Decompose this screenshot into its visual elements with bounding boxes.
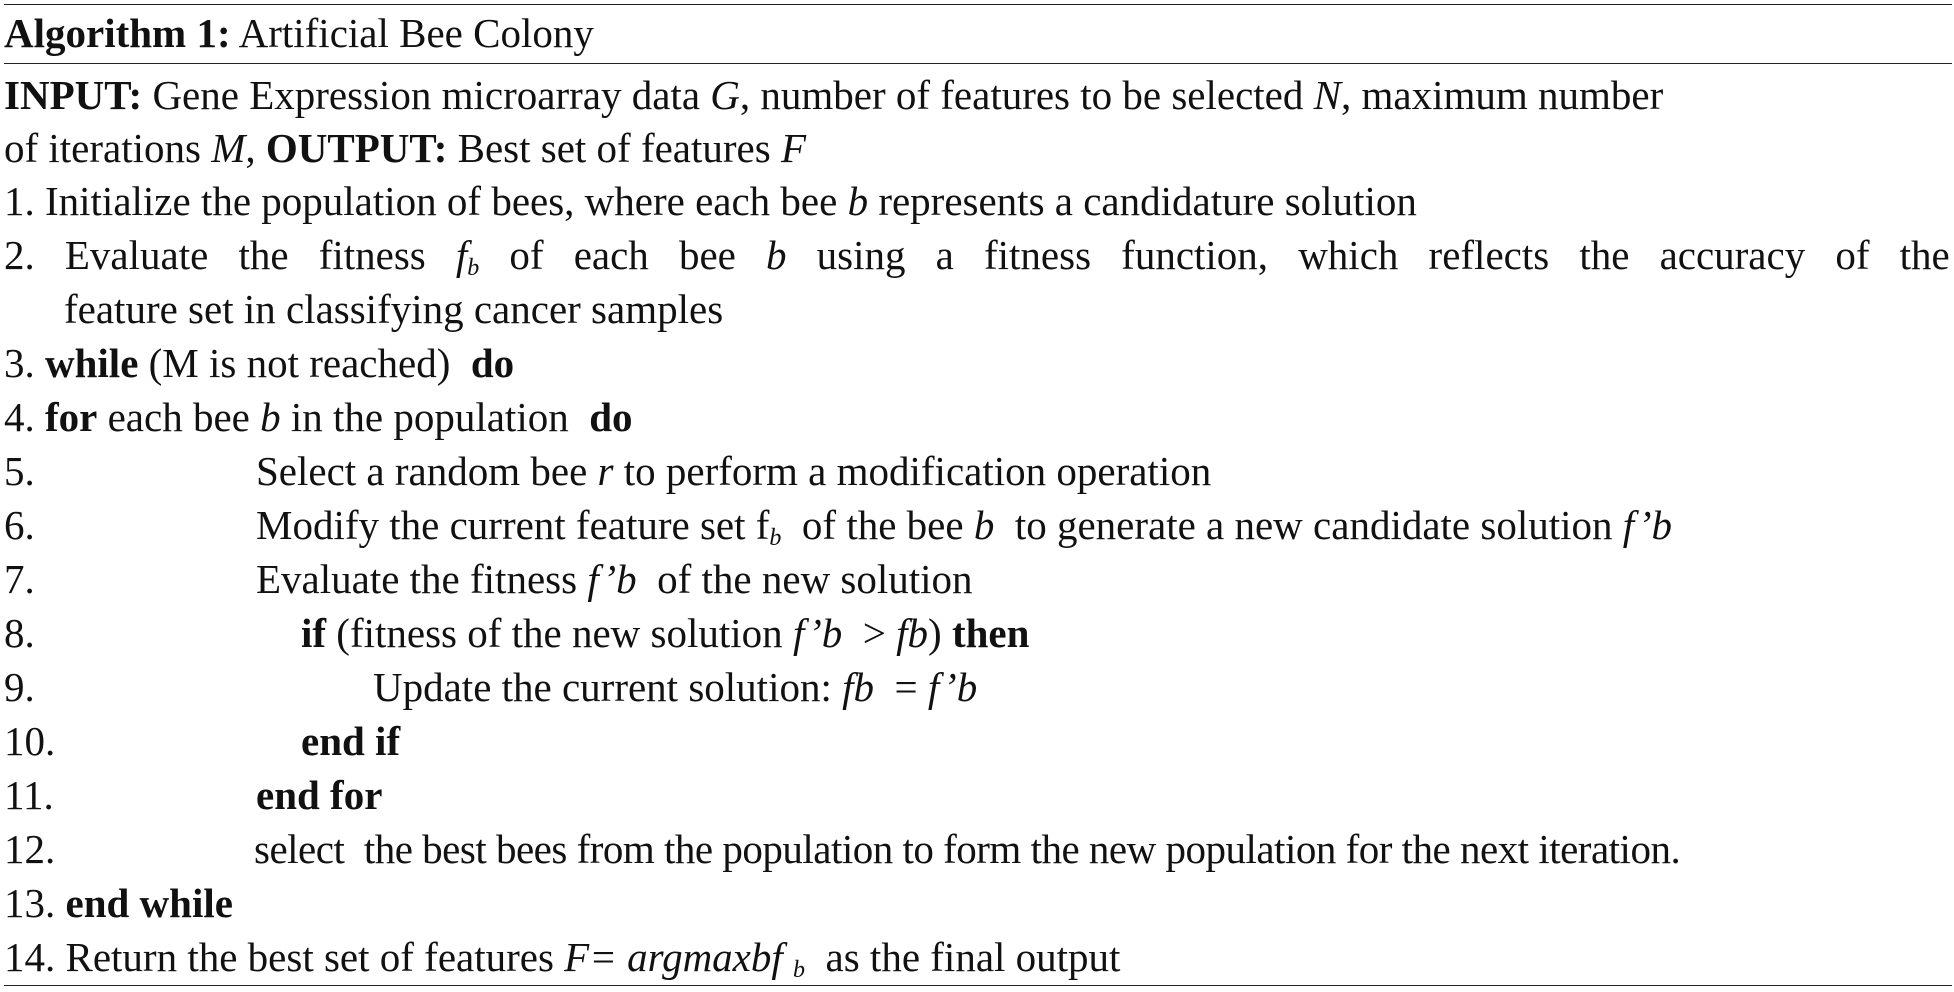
- var-b: b: [847, 178, 869, 224]
- keyword-then: then: [951, 610, 1030, 656]
- output-text: Best set of features: [457, 125, 771, 171]
- step-word: Evaluate: [64, 232, 209, 278]
- step-text: of the bee: [801, 502, 964, 548]
- argmax-expression: argmaxbf: [627, 934, 783, 980]
- step-text: Select a random bee: [256, 448, 588, 494]
- var-fprime-b: f’b: [1622, 502, 1673, 548]
- input-text: Gene Expression microarray data: [152, 72, 701, 118]
- step-number: 6.: [4, 502, 35, 548]
- keyword-if: if: [301, 610, 327, 656]
- step-word: reflects: [1428, 232, 1550, 278]
- subscript-b: b: [793, 957, 806, 983]
- step-number: 7.: [4, 556, 35, 602]
- input-text-end: , maximum number: [1341, 72, 1664, 118]
- step-2: [4, 228, 1950, 282]
- paren: ): [928, 610, 942, 656]
- title-rule: [4, 63, 1952, 64]
- step-word: function,: [1121, 232, 1269, 278]
- step-text: select: [254, 826, 345, 872]
- step-text: represents a candidature solution: [878, 178, 1417, 224]
- step-text: as the final output: [825, 934, 1121, 980]
- step-text: the best bees from the population to form the new population for the next iteration.: [363, 826, 1681, 872]
- step-word: the: [238, 232, 289, 278]
- var-b: b: [766, 232, 787, 278]
- comma: ,: [245, 125, 256, 171]
- step-number: 4.: [4, 394, 35, 440]
- step-word: of: [1835, 232, 1870, 278]
- keyword-end-for: end for: [256, 772, 383, 818]
- keyword-do: do: [470, 340, 515, 386]
- step-text: Evaluate the fitness: [256, 556, 578, 602]
- keyword-do: do: [589, 394, 633, 440]
- subscript-b: b: [769, 525, 782, 551]
- step-number: 5.: [4, 448, 35, 494]
- step-number: 3.: [4, 340, 35, 386]
- var-n: N: [1313, 72, 1341, 118]
- step-8: [4, 606, 1952, 660]
- var-fb: fb: [842, 664, 875, 710]
- step-number: 8.: [4, 610, 35, 656]
- step-number: 2.: [4, 232, 35, 278]
- step-12: [4, 822, 1952, 876]
- step-3: [4, 336, 514, 390]
- input-text-cont: of iterations: [4, 125, 201, 171]
- step-5: [4, 444, 1952, 498]
- step-number: 10.: [4, 718, 56, 764]
- keyword-while: while: [45, 340, 139, 386]
- step-number: 9.: [4, 664, 35, 710]
- algorithm-title: [4, 5, 594, 61]
- step-text: (M is not reached): [148, 340, 451, 386]
- step-text: Initialize the population of bees, where each bee: [45, 178, 838, 224]
- algorithm-label: Algorithm 1:: [4, 10, 231, 56]
- step-number: 13.: [4, 880, 56, 926]
- var-f-eq: F=: [564, 934, 617, 980]
- step-text: Update the current solution:: [373, 664, 832, 710]
- fitness-symbol: [456, 228, 479, 282]
- keyword-end-while: end while: [65, 880, 233, 926]
- var-fprime-b: f’b: [792, 610, 843, 656]
- step-number: 11.: [4, 772, 54, 818]
- step-10: [4, 714, 1952, 768]
- input-line-2: [4, 121, 806, 175]
- step-word: a: [935, 232, 954, 278]
- var-fb: fb: [896, 610, 929, 656]
- step-text: of the new solution: [657, 556, 973, 602]
- step-text: each bee: [107, 394, 250, 440]
- step-9: [4, 660, 1952, 714]
- step-word: the: [1579, 232, 1630, 278]
- step-word: bee: [678, 232, 736, 278]
- var-r: r: [597, 448, 614, 494]
- step-text: (fitness of the new solution: [336, 610, 783, 656]
- step-text: feature set in classifying cancer samples: [64, 286, 724, 332]
- operator-gt: >: [862, 610, 886, 656]
- step-word: accuracy: [1659, 232, 1806, 278]
- step-word: of: [509, 232, 544, 278]
- input-text-mid: , number of features to be selected: [739, 72, 1304, 118]
- step-7: [4, 552, 1952, 606]
- step-number: 1.: [4, 178, 35, 224]
- operator-eq: =: [894, 664, 918, 710]
- step-6: [4, 498, 1952, 552]
- step-word: each: [573, 232, 649, 278]
- var-fprime-b: f’b: [927, 664, 978, 710]
- step-word: the: [1899, 232, 1950, 278]
- step-number: 14.: [4, 934, 56, 980]
- step-11: [4, 768, 1952, 822]
- var-b: b: [973, 502, 995, 548]
- step-number: 12.: [4, 826, 56, 872]
- step-13: [4, 876, 233, 930]
- algorithm-box: [4, 0, 1952, 992]
- var-g: G: [710, 72, 740, 118]
- var-b: b: [260, 394, 281, 440]
- step-text: in the population: [290, 394, 569, 440]
- var-m: M: [211, 125, 246, 171]
- keyword-end-if: end if: [301, 718, 401, 764]
- input-line-1: [4, 68, 1952, 122]
- step-word: fitness: [983, 232, 1092, 278]
- keyword-for: for: [45, 394, 98, 440]
- bottom-rule: [4, 985, 1952, 986]
- step-4: [4, 390, 633, 444]
- step-word: fitness: [318, 232, 426, 278]
- step-word: which: [1298, 232, 1399, 278]
- input-label: INPUT:: [4, 72, 143, 118]
- var-fprime-b: f’b: [587, 556, 637, 602]
- step-14: [4, 930, 1120, 984]
- step-word: using: [816, 232, 906, 278]
- var-f: F: [780, 125, 806, 171]
- step-text: to generate a new candidate solution: [1014, 502, 1613, 548]
- var-f: f: [455, 232, 468, 278]
- step-text: Modify the current feature set f: [256, 502, 770, 548]
- step-text: Return the best set of features: [65, 934, 554, 980]
- algorithm-name: Artificial Bee Colony: [238, 10, 594, 56]
- subscript-b: b: [467, 255, 480, 281]
- step-2-continuation: [64, 282, 723, 336]
- output-label: OUTPUT:: [265, 125, 448, 171]
- step-1: [4, 174, 1417, 228]
- step-text: to perform a modification operation: [623, 448, 1212, 494]
